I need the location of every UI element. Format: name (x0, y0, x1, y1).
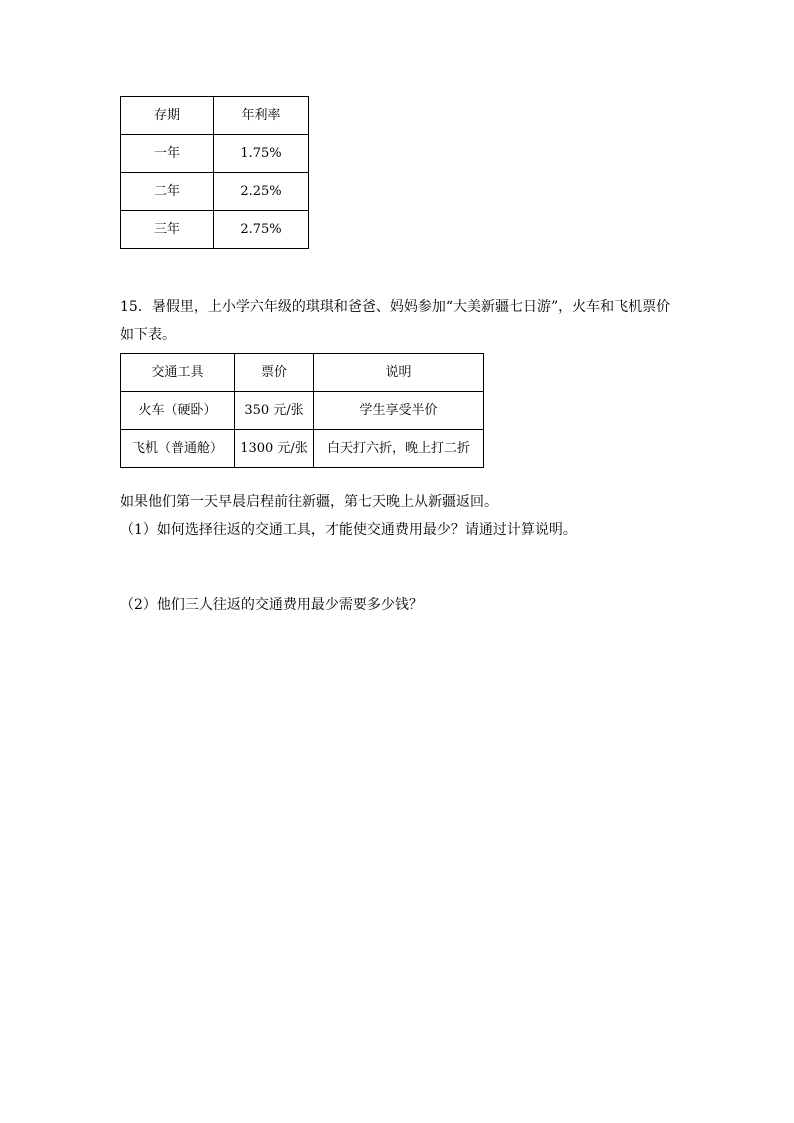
term-cell: 三年 (121, 211, 214, 249)
interest-rate-table (120, 96, 309, 249)
question-15-part-1: （1）如何选择往返的交通工具，才能使交通费用最少？请通过计算说明。 (120, 522, 577, 538)
note-cell: 白天打六折，晚上打二折 (314, 430, 484, 468)
header-annual-rate: 年利率 (214, 97, 309, 135)
price-cell: 350 元/张 (235, 392, 314, 430)
transport-cell: 火车（硬卧） (121, 392, 235, 430)
question-15-part-2: （2）他们三人往返的交通费用最少需要多少钱？ (120, 597, 423, 613)
price-cell: 1300 元/张 (235, 430, 314, 468)
transport-cell: 飞机（普通舱） (121, 430, 235, 468)
ticket-price-table (120, 353, 484, 468)
rate-cell: 1.75% (214, 135, 309, 173)
table-row (121, 135, 309, 173)
header-note: 说明 (314, 354, 484, 392)
table-header-row (121, 354, 484, 392)
header-transport: 交通工具 (121, 354, 235, 392)
table-row (121, 392, 484, 430)
rate-cell: 2.25% (214, 173, 309, 211)
table-row (121, 430, 484, 468)
rate-cell: 2.75% (214, 211, 309, 249)
question-15-text-continued: 如下表。 (120, 327, 176, 343)
table-row (121, 173, 309, 211)
header-price: 票价 (235, 354, 314, 392)
header-term: 存期 (121, 97, 214, 135)
question-15-text: 15．暑假里，上小学六年级的琪琪和爸爸、妈妈参加“大美新疆七日游”，火车和飞机票价 (120, 299, 671, 315)
table-row (121, 211, 309, 249)
question-15-condition: 如果他们第一天早晨启程前往新疆，第七天晚上从新疆返回。 (120, 494, 498, 510)
note-cell: 学生享受半价 (314, 392, 484, 430)
table-header-row (121, 97, 309, 135)
term-cell: 一年 (121, 135, 214, 173)
term-cell: 二年 (121, 173, 214, 211)
